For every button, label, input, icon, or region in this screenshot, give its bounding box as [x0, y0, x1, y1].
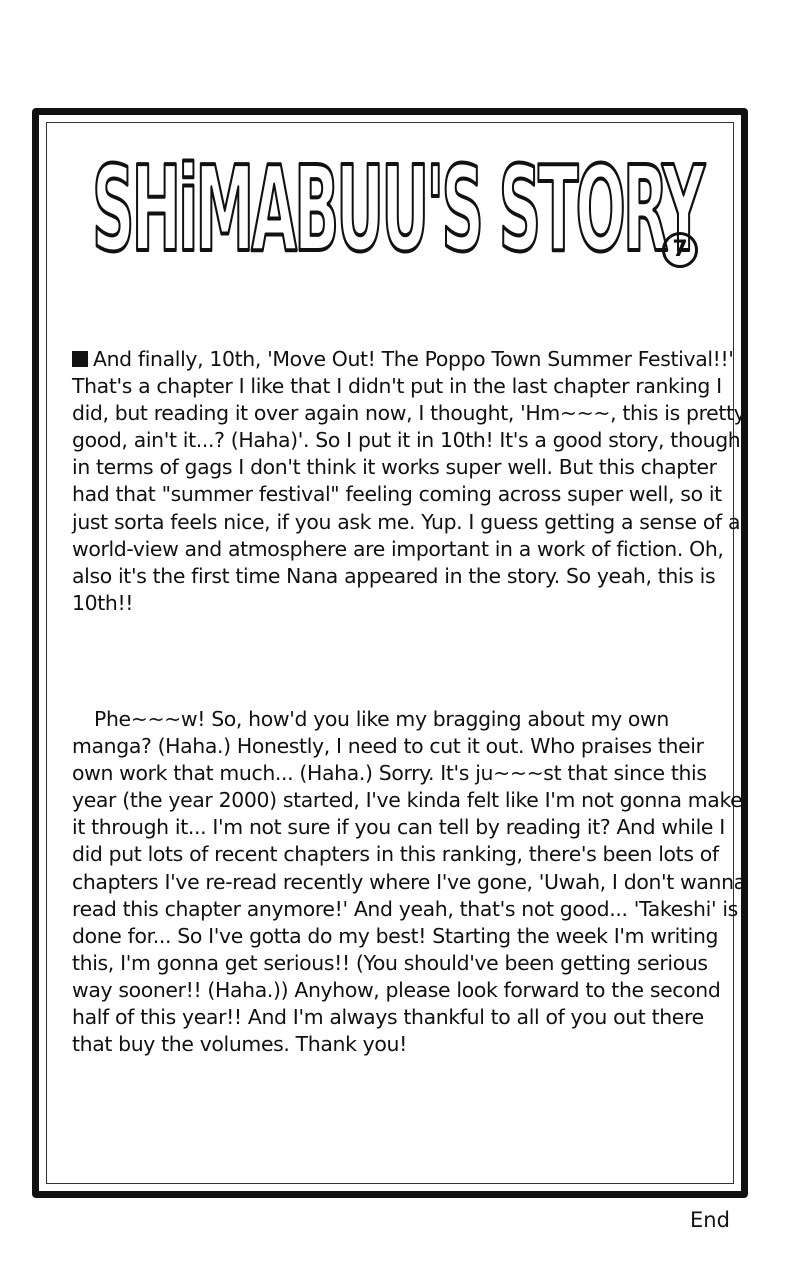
paragraph-1-text: And finally, 10th, 'Move Out! The Poppo Town Summer Festival!!' That's a chapter I like that I didn't put in the last chapter ranking I did, but reading it over again now, I thought, 'Hm~~~, this is pretty good, ain't it...? (Haha)'. So I put it in 10th! It's a good story, though in terms of gags I don't think it works super well. But this chapter had that "summer festival" feeling coming across super well, so it just sorta feels nice, if you ask me. Yup. I guess getting a sense of a world-view and atmosphere are important in a work of fiction. Oh, also it's the first time Nana appeared in the story. So yeah, this is 10th!!: [72, 347, 746, 615]
page-title: SHiMABUU'S STORY: [92, 140, 706, 268]
end-label: End: [690, 1208, 730, 1232]
chapter-number-badge: 7: [662, 232, 698, 268]
title-block: [72, 128, 722, 268]
paragraph-2-text: Phe~~~w! So, how'd you like my bragging about my own manga? (Haha.) Honestly, I need to cut it out. Who praises their own work that much... (Haha.) Sorry. It's ju~~~st that since this year (the year 2000) started, I've kinda felt like I'm not gonna make it through it... I'm not sure if you can tell by reading it? And while I did put lots of recent chapters in this ranking, there's been lots of chapters I've re-read recently where I've gone, 'Uwah, I don't wanna read this chapter anymore!' And yeah, that's not good... 'Takeshi' is done for... So I've gotta do my best! Starting the week I'm writing this, I'm gonna get serious!! (You should've been getting serious way sooner!! (Haha.)) Anyhow, please look forward to the second half of this year!! And I'm always thankful to all of you out there that buy the volumes. Thank you!: [72, 707, 746, 1057]
title-lettering: [72, 128, 722, 268]
black-square-bullet-icon: [72, 351, 88, 367]
paragraph-ranking-10th: [72, 346, 748, 617]
paragraph-closing: [72, 706, 748, 1058]
